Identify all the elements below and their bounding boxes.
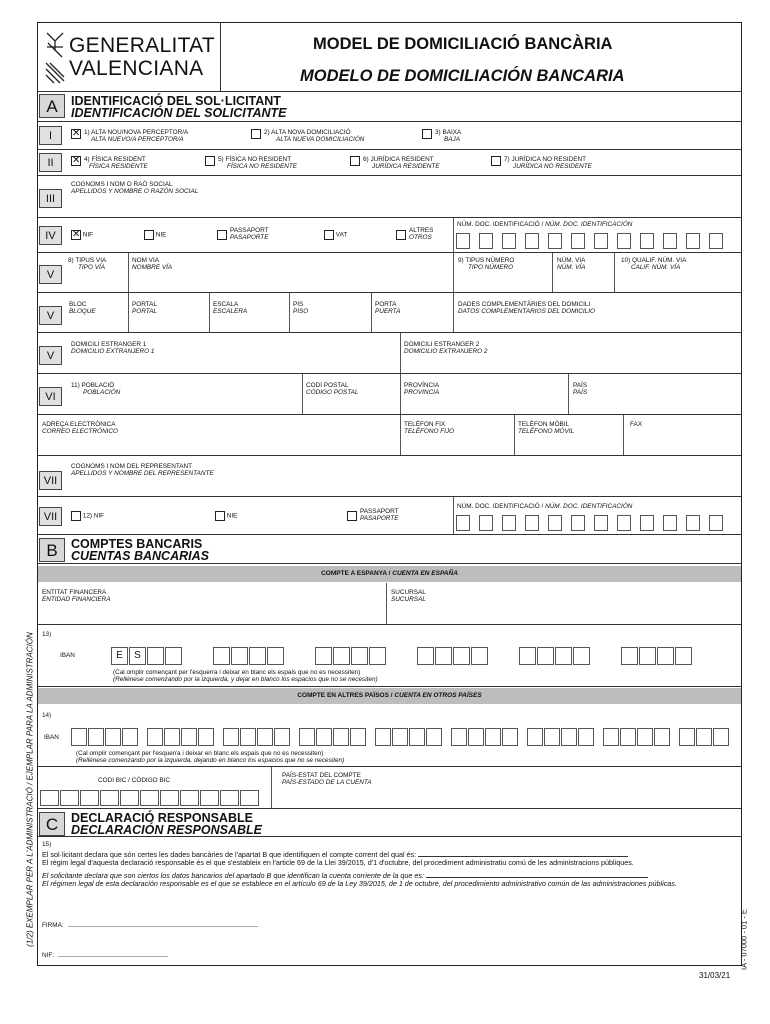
representative-label-es: APELLIDOS Y NOMBRE DEL REPRESENTANTE	[71, 470, 214, 477]
iban-label: IBAN	[60, 652, 75, 659]
street-number[interactable]: NÚM. VIA NÚM. VÍA	[557, 257, 586, 271]
roman-label: I	[39, 126, 62, 145]
spain-account-band: COMPTE A ESPANYA / CUENTA EN ESPAÑA	[38, 566, 741, 582]
town[interactable]: 11) POBLACIÓ POBLACIÓN	[71, 382, 121, 396]
checkbox[interactable]	[217, 230, 227, 240]
roman-label: V	[39, 265, 62, 284]
option-7[interactable]: 7) JURÍDICA NO RESIDENT JURÍDICA NO RESIDENTE	[491, 156, 501, 166]
doc-vat[interactable]: VAT	[324, 230, 347, 240]
checkbox[interactable]	[251, 129, 261, 139]
logo-line2: VALENCIANA	[69, 57, 204, 80]
rep-numdoc-label: NÚM. DOC. IDENTIFICACIÓ / NÚM. DOC. IDENTIFICACIÓN	[457, 503, 633, 510]
label-es: APELLIDOS Y NOMBRE O RAZÓN SOCIAL	[71, 188, 199, 195]
row-iv	[38, 218, 741, 253]
iban-other-cells[interactable]	[71, 727, 739, 747]
numdoc-label: NÚM. DOC. IDENTIFICACIÓ / NÚM. DOC. IDENTIFICACIÓN	[457, 221, 633, 228]
checkbox-checked[interactable]: ✕	[72, 155, 81, 166]
section-title-ca: DECLARACIÓ RESPONSABLE	[71, 811, 253, 825]
nif-field[interactable]: NIF:	[42, 952, 168, 959]
rep-numdoc-cells[interactable]	[456, 514, 739, 532]
option-4[interactable]: ✕ 4) FÍSICA RESIDENT FÍSICA RESIDENTE	[72, 155, 148, 170]
section-letter: C	[39, 812, 65, 836]
foreign-address-1[interactable]: DOMICILI ESTRANGER 1 DOMICILIO EXTRANJERO 1	[71, 341, 155, 355]
bic-label: CODI BIC / CÓDIGO BIC	[98, 777, 171, 784]
block[interactable]: BLOC BLOQUE	[69, 301, 96, 315]
roman-label: IV	[39, 226, 62, 245]
row-iban-other	[38, 705, 741, 767]
extra-details[interactable]: DADES COMPLEMENTÀRIES DEL DOMICILI DATOS COMPLEMENTARIOS DEL DOMICILIO	[458, 301, 595, 315]
field-number: 15)	[42, 841, 52, 848]
field-number: 14)	[42, 712, 52, 719]
roman-label: VII	[39, 507, 62, 526]
checkbox[interactable]	[396, 230, 406, 240]
row-iii	[38, 176, 741, 218]
number-qualifier[interactable]: 10) QUALIF. NÚM. VIA CALIF. NÚM. VÍA	[621, 257, 687, 271]
option-6[interactable]: 6) JURÍDICA RESIDENT JURÍDICA RESIDENTE	[350, 156, 360, 166]
door[interactable]: PORTA PUERTA	[375, 301, 401, 315]
rep-nie[interactable]: NIE	[215, 511, 237, 521]
account-country[interactable]: PAÍS-ESTAT DEL COMPTE PAÍS-ESTADO DE LA CUENTA	[282, 772, 372, 786]
row-bank	[38, 583, 741, 625]
portal[interactable]: PORTAL PORTAL	[132, 301, 157, 315]
checkbox-checked[interactable]: ✕	[72, 229, 81, 240]
row-ii	[38, 150, 741, 176]
bank-entity[interactable]: ENTITAT FINANCERA ENTIDAD FINANCIERA	[42, 589, 111, 603]
section-a-header	[38, 92, 741, 122]
representative-label-ca: COGNOMS I NOM DEL REPRESENTANT	[71, 463, 193, 470]
option-3[interactable]: 3) BAIXA BAJA	[422, 129, 432, 139]
decl-es-1: El solicitante declara que son ciertos los datos bancarios del apartado B que identifican la cuenta corriente de la que es:	[42, 872, 736, 880]
option-5[interactable]: 5) FÍSICA NO RESIDENT FÍSICA NO RESIDENTE	[205, 156, 215, 166]
option-2[interactable]: 2) ALTA NOVA DOMICILIACIÓ ALTA NUEVA DOMICILIACIÓN	[251, 129, 261, 139]
header	[38, 23, 741, 92]
street-type[interactable]: 8) TIPUS VIA TIPO VÍA	[68, 257, 107, 271]
checkbox[interactable]	[422, 129, 432, 139]
checkbox[interactable]	[324, 230, 334, 240]
section-title-ca: COMPTES BANCARIS	[71, 537, 203, 551]
doc-other[interactable]: ALTRES OTROS	[396, 230, 406, 240]
mobile[interactable]: TELÈFON MÒBIL TELÉFONO MÓVIL	[518, 421, 575, 435]
decl-es-2: El régimen legal de esta declaración responsable es el que se establece en el artículo 69 de la Ley 39/2015, de 1 de octubre, del procedimiento administrativo común de las administraciones públicas.	[42, 879, 677, 888]
generalitat-emblem-icon	[44, 29, 66, 85]
row-vii-doc	[38, 497, 741, 535]
field-number: 13)	[42, 631, 52, 638]
iban-spain-cells[interactable]	[111, 646, 731, 666]
floor[interactable]: PIS PISO	[293, 301, 309, 315]
checkbox[interactable]	[491, 156, 501, 166]
row-contact	[38, 415, 741, 456]
section-letter: B	[39, 538, 65, 562]
row-vii	[38, 456, 741, 497]
roman-label: V	[39, 346, 62, 365]
label-ca: COGNOMS I NOM O RAÓ SOCIAL	[71, 181, 173, 188]
rep-passport[interactable]: PASSAPORT PASAPORTE	[347, 511, 357, 521]
landline[interactable]: TELÈFON FIX TELÉFONO FIJO	[404, 421, 455, 435]
declaration	[42, 841, 736, 888]
iban-country-e: E	[111, 647, 128, 665]
checkbox[interactable]	[205, 156, 215, 166]
row-v-details	[38, 293, 741, 333]
roman-label: VI	[39, 387, 62, 406]
rep-nif[interactable]: 12) NIF	[71, 511, 104, 521]
numdoc-cells[interactable]	[456, 232, 739, 250]
checkbox[interactable]	[347, 511, 357, 521]
checkbox[interactable]	[215, 511, 225, 521]
section-title-es: CUENTAS BANCARIAS	[71, 549, 209, 563]
iban-country-s: S	[129, 647, 146, 665]
email[interactable]: ADREÇA ELECTRÒNICA CORREO ELECTRÓNICO	[42, 421, 118, 435]
foreign-address-2[interactable]: DOMICILI ESTRANGER 2 DOMICILIO EXTRANJERO 2	[404, 341, 488, 355]
iban-note-es: (Rellénese comenzando por la izquierda, y dejar en blanco los espacios que no se necesiten)	[113, 676, 378, 683]
province[interactable]: PROVÍNCIA PROVINCIA	[404, 382, 440, 396]
logo-block	[38, 23, 221, 91]
section-b-header	[38, 535, 741, 564]
iban-note-ca: (Cal omplir començant per l'esquerra i deixar en blanc els espais que no es necessiten)	[76, 750, 324, 757]
title-es: MODELO DE DOMICILIACIÓN BANCARIA	[300, 67, 625, 85]
row-v-address	[38, 253, 741, 293]
iban-note-es: (Rellénese comenzando por la izquierda, dejando en blanco los espacios que no se necesiten)	[76, 757, 345, 764]
checkbox-checked[interactable]: ✕	[72, 128, 81, 139]
title-ca: MODEL DE DOMICILIACIÓ BANCÀRIA	[313, 35, 613, 53]
row-bic	[38, 767, 741, 809]
bic-cells[interactable]	[40, 789, 268, 807]
logo-line1: GENERALITAT	[69, 34, 216, 57]
signature-field[interactable]: FIRMA:	[42, 922, 258, 929]
form	[37, 22, 742, 966]
country[interactable]: PAÍS PAÍS	[573, 382, 588, 396]
stairs[interactable]: ESCALA ESCALERA	[213, 301, 248, 315]
section-title-es: IDENTIFICACIÓN DEL SOLICITANTE	[71, 106, 287, 120]
doc-passport[interactable]: PASSAPORT PASAPORTE	[217, 230, 227, 240]
branch[interactable]: SUCURSAL SUCURSAL	[391, 589, 426, 603]
decl-ca-1: El sol·licitant declara que són certes les dades bancàries de l'apartat B que identifiquen el compte corrent del qual és:	[42, 851, 736, 859]
section-c-header	[38, 809, 741, 837]
fax[interactable]: FAX	[630, 421, 643, 428]
roman-label: VII	[39, 471, 62, 490]
roman-label: II	[39, 153, 62, 172]
checkbox[interactable]	[350, 156, 360, 166]
iban-note-ca: (Cal omplir començant per l'esquerra i deixar en blanc els espais que no es necessiten)	[113, 669, 361, 676]
doc-nie[interactable]: NIE	[144, 230, 166, 240]
postal-code[interactable]: CODI POSTAL CÓDIGO POSTAL	[306, 382, 359, 396]
street-name[interactable]: NOM VIA NOMBRE VÍA	[132, 257, 173, 271]
row-i	[38, 122, 741, 150]
row-iban-spain	[38, 625, 741, 687]
decl-ca-2: El règim legal d'aquesta declaració responsable és el que s'estableix en l'article 69 de la Llei 39/2015, d'1 d'octubre, del procediment administratiu comú de les administracions públiques.	[42, 858, 634, 867]
row-v-foreign	[38, 333, 741, 374]
form-date: 31/03/21	[699, 971, 731, 980]
other-countries-band: COMPTE EN ALTRES PAÏSOS / CUENTA EN OTROS PAÍSES	[38, 688, 741, 704]
checkbox[interactable]	[71, 511, 81, 521]
iban-label: IBAN	[44, 734, 59, 741]
form-code: IA - 07000 - 01 - E	[739, 909, 749, 970]
roman-label: III	[39, 189, 62, 208]
row-vi	[38, 374, 741, 415]
section-title-ca: IDENTIFICACIÓ DEL SOL·LICITANT	[71, 94, 281, 108]
doc-nif[interactable]: ✕ NIF	[72, 229, 94, 240]
section-title-es: DECLARACIÓN RESPONSABLE	[71, 823, 262, 837]
option-1[interactable]: ✕ 1) ALTA NOU/NOVA PERCEPTOR/A ALTA NUEVO/A PERCEPTOR/A	[72, 128, 189, 143]
checkbox[interactable]	[144, 230, 154, 240]
number-type[interactable]: 9) TIPUS NÚMERO TIPO NÚMERO	[458, 257, 515, 271]
side-copy-label: (1/2) EXEMPLAR PER A L'ADMINISTRACIÓ / EJEMPLAR PARA LA ADMINISTRACIÓN	[25, 632, 35, 947]
section-letter: A	[39, 94, 65, 118]
roman-label: V	[39, 306, 62, 325]
